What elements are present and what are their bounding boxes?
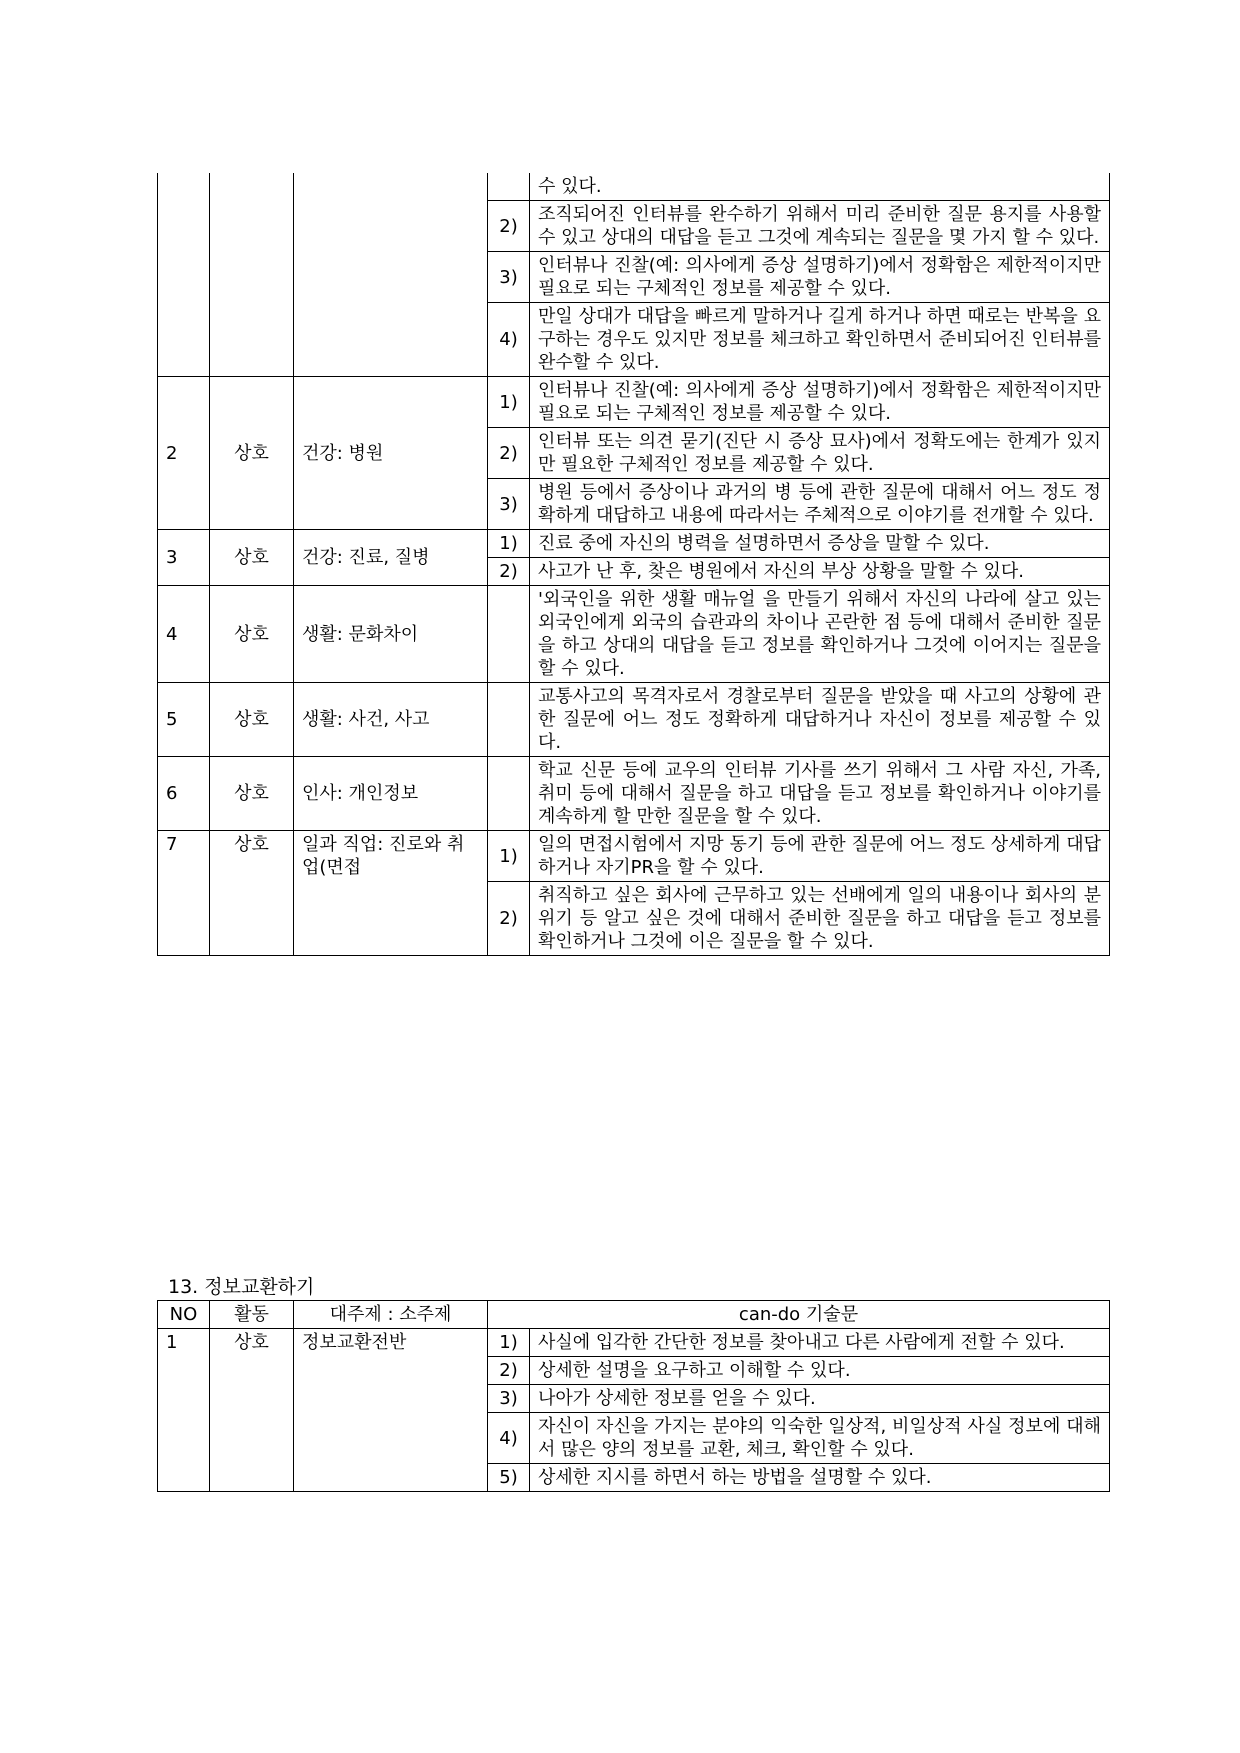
topic-cell: 생활: 사건, 사고 — [294, 683, 488, 757]
can-do-statement: 상세한 지시를 하면서 하는 방법을 설명할 수 있다. — [530, 1464, 1110, 1492]
activity-cell: 상호 — [210, 1329, 294, 1492]
section-title: 13. 정보교환하기 — [168, 1276, 315, 1298]
topic-cell — [294, 173, 488, 377]
topic-cell: 정보교환전반 — [294, 1329, 488, 1492]
can-do-table-continued — [157, 173, 1110, 956]
can-do-statement: 병원 등에서 증상이나 과거의 병 등에 관한 질문에 대해서 어느 정도 정확하게 대답하고 내용에 따라서는 주체적으로 이야기를 전개할 수 있다. — [530, 479, 1110, 530]
item-number: 4) — [488, 1413, 530, 1464]
table-row — [158, 757, 1110, 831]
info-exchange-table-body — [158, 1329, 1110, 1492]
table-row — [158, 173, 1110, 201]
header-can-do: can-do 기술문 — [488, 1301, 1110, 1329]
can-do-statement: 진료 중에 자신의 병력을 설명하면서 증상을 말할 수 있다. — [530, 530, 1110, 558]
item-number: 1) — [488, 831, 530, 882]
can-do-statement: '외국인을 위한 생활 매뉴얼 을 만들기 위해서 자신의 나라에 살고 있는 외국인에게 외국의 습관과의 차이나 곤란한 점 등에 대해서 준비한 질문을 하고 상대의 대답을 듣고 정보를 확인하거나 그것에 이어지는 질문을 할 수 있다. — [530, 586, 1110, 683]
table-row — [158, 530, 1110, 558]
activity-cell: 상호 — [210, 831, 294, 956]
row-number: 6 — [158, 757, 210, 831]
row-number — [158, 173, 210, 377]
can-do-statement: 조직되어진 인터뷰를 완수하기 위해서 미리 준비한 질문 용지를 사용할 수 있고 상대의 대답을 듣고 그것에 계속되는 질문을 몇 가지 할 수 있다. — [530, 201, 1110, 252]
table-header-row — [158, 1301, 1110, 1329]
can-do-statement: 학교 신문 등에 교우의 인터뷰 기사를 쓰기 위해서 그 사람 자신, 가족, 취미 등에 대해서 질문을 하고 대답을 듣고 정보를 확인하거나 이야기를 계속하게 할 만한 질문을 할 수 있다. — [530, 757, 1110, 831]
row-number: 5 — [158, 683, 210, 757]
can-do-statement: 인터뷰나 진찰(예: 의사에게 증상 설명하기)에서 정확함은 제한적이지만 필요로 되는 구체적인 정보를 제공할 수 있다. — [530, 377, 1110, 428]
item-number — [488, 757, 530, 831]
item-number: 1) — [488, 1329, 530, 1357]
item-number: 4) — [488, 303, 530, 377]
item-number: 2) — [488, 558, 530, 586]
can-do-statement: 상세한 설명을 요구하고 이해할 수 있다. — [530, 1357, 1110, 1385]
header-activity: 활동 — [210, 1301, 294, 1329]
item-number: 1) — [488, 377, 530, 428]
can-do-table-body — [158, 173, 1110, 956]
activity-cell: 상호 — [210, 377, 294, 530]
topic-cell: 생활: 문화차이 — [294, 586, 488, 683]
item-number: 3) — [488, 1385, 530, 1413]
can-do-statement: 인터뷰나 진찰(예: 의사에게 증상 설명하기)에서 정확함은 제한적이지만 필요로 되는 구체적인 정보를 제공할 수 있다. — [530, 252, 1110, 303]
item-number: 3) — [488, 252, 530, 303]
can-do-statement: 인터뷰 또는 의견 묻기(진단 시 증상 묘사)에서 정확도에는 한계가 있지만 필요한 구체적인 정보를 제공할 수 있다. — [530, 428, 1110, 479]
item-number — [488, 683, 530, 757]
activity-cell: 상호 — [210, 683, 294, 757]
activity-cell — [210, 173, 294, 377]
can-do-statement: 취직하고 싶은 회사에 근무하고 있는 선배에게 일의 내용이나 회사의 분위기 등 알고 싶은 것에 대해서 준비한 질문을 하고 대답을 듣고 정보를 확인하거나 그것에 이은 질문을 할 수 있다. — [530, 882, 1110, 956]
info-exchange-table — [157, 1300, 1110, 1492]
activity-cell: 상호 — [210, 586, 294, 683]
can-do-statement: 만일 상대가 대답을 빠르게 말하거나 길게 하거나 하면 때로는 반복을 요구하는 경우도 있지만 정보를 체크하고 확인하면서 준비되어진 인터뷰를 완수할 수 있다. — [530, 303, 1110, 377]
item-number: 5) — [488, 1464, 530, 1492]
table-row — [158, 377, 1110, 428]
activity-cell: 상호 — [210, 530, 294, 586]
can-do-statement: 수 있다. — [530, 173, 1110, 201]
header-topic: 대주제 : 소주제 — [294, 1301, 488, 1329]
table-row — [158, 683, 1110, 757]
table-row — [158, 1329, 1110, 1357]
header-no: NO — [158, 1301, 210, 1329]
item-number — [488, 173, 530, 201]
item-number: 1) — [488, 530, 530, 558]
topic-cell: 건강: 병원 — [294, 377, 488, 530]
row-number: 2 — [158, 377, 210, 530]
topic-cell: 인사: 개인정보 — [294, 757, 488, 831]
can-do-statement: 사실에 입각한 간단한 정보를 찾아내고 다른 사람에게 전할 수 있다. — [530, 1329, 1110, 1357]
can-do-statement: 자신이 자신을 가지는 분야의 익숙한 일상적, 비일상적 사실 정보에 대해서 많은 양의 정보를 교환, 체크, 확인할 수 있다. — [530, 1413, 1110, 1464]
row-number: 4 — [158, 586, 210, 683]
topic-cell: 건강: 진료, 질병 — [294, 530, 488, 586]
item-number: 3) — [488, 479, 530, 530]
item-number: 2) — [488, 882, 530, 956]
can-do-statement: 사고가 난 후, 찾은 병원에서 자신의 부상 상황을 말할 수 있다. — [530, 558, 1110, 586]
item-number: 2) — [488, 428, 530, 479]
table-row — [158, 586, 1110, 683]
can-do-statement: 일의 면접시험에서 지망 동기 등에 관한 질문에 어느 정도 상세하게 대답하거나 자기PR을 할 수 있다. — [530, 831, 1110, 882]
row-number: 1 — [158, 1329, 210, 1492]
activity-cell: 상호 — [210, 757, 294, 831]
item-number — [488, 586, 530, 683]
can-do-statement: 교통사고의 목격자로서 경찰로부터 질문을 받았을 때 사고의 상황에 관한 질문에 어느 정도 정확하게 대답하거나 자신이 정보를 제공할 수 있다. — [530, 683, 1110, 757]
item-number: 2) — [488, 1357, 530, 1385]
can-do-statement: 나아가 상세한 정보를 얻을 수 있다. — [530, 1385, 1110, 1413]
table-row — [158, 831, 1110, 882]
row-number: 3 — [158, 530, 210, 586]
row-number: 7 — [158, 831, 210, 956]
topic-cell: 일과 직업: 진로와 취업(면접 — [294, 831, 488, 956]
item-number: 2) — [488, 201, 530, 252]
